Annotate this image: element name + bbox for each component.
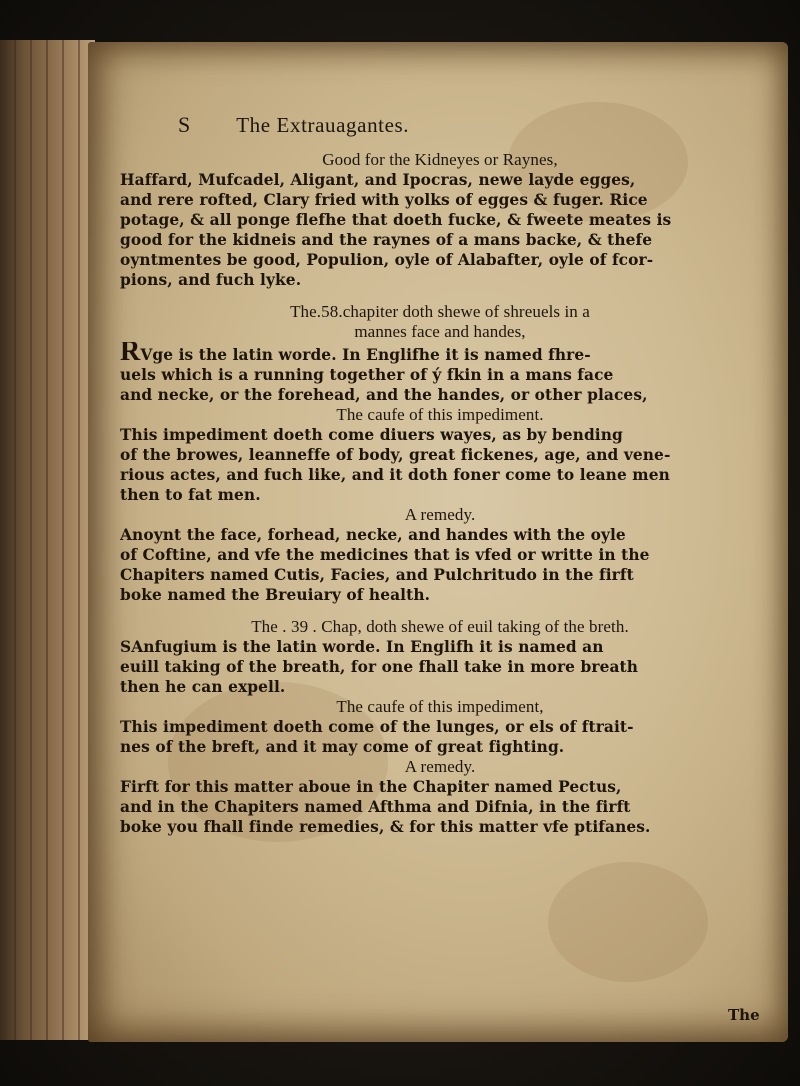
text-line: SAnfugium is the latin worde. In Englifh it is named an: [120, 638, 604, 656]
text-line: boke you fhall finde remedies, & for this matter vfe ptifanes.: [120, 818, 651, 836]
catchword: The: [728, 1006, 760, 1024]
text-line: Anoynt the face, forhead, necke, and handes with the oyle: [120, 526, 626, 544]
text-line: then he can expell.: [120, 678, 286, 696]
running-head: [178, 112, 598, 138]
text-line: A remedy.: [404, 757, 476, 776]
page-text: [120, 150, 760, 837]
text-line: RVge is the latin worde. In Englifhe it is named fhre-: [120, 342, 591, 365]
text-line: The caufe of this impediment.: [336, 405, 544, 424]
line-gap: [120, 605, 760, 617]
text-line: pions, and fuch lyke.: [120, 271, 302, 289]
text-line: and rere rofted, Clary fried with yolks of egges & fuger. Rice: [120, 191, 648, 209]
text-line: oyntmentes be good, Populion, oyle of Alabafter, oyle of fcor-: [120, 251, 654, 269]
text-line: Firft for this matter aboue in the Chapiter named Pectus,: [120, 778, 622, 796]
text-line: Haffard, Mufcadel, Aligant, and Ipocras, newe layde egges,: [120, 171, 636, 189]
text-line: boke named the Breuiary of health.: [120, 586, 431, 604]
text-line: and necke, or the forehead, and the handes, or other places,: [120, 386, 648, 404]
text-line: The.58.chapiter doth shewe of shreuels in a: [290, 302, 590, 321]
text-line: The . 39 . Chap, doth shewe of euil taking of the breth.: [251, 617, 629, 636]
text-line: euill taking of the breath, for one fhall take in more breath: [120, 658, 639, 676]
text-line: A remedy.: [404, 505, 476, 524]
running-title: The Extrauagantes.: [236, 113, 410, 137]
text-line: uels which is a running together of ý fkin in a mans face: [120, 366, 614, 384]
text-line: of Coftine, and vfe the medicines that is vfed or writte in the: [120, 546, 650, 564]
text-line: of the browes, leanneffe of body, great fickeneѕ, age, and vene-: [120, 446, 671, 464]
text-line: Good for the Kidneyes or Raynes,: [322, 150, 558, 169]
text-line: mannes face and handes,: [354, 322, 526, 341]
signature-mark: S: [178, 112, 191, 137]
text-line: potage, & all ponge flefhe that doeth fucke, & fweete meates is: [120, 211, 672, 229]
book-binding-gutter: [0, 40, 95, 1040]
text-line: and in the Chapiters named Afthma and Difnia, in the firft: [120, 798, 631, 816]
text-line: This impediment doeth come of the lunges, or els of ftrait-: [120, 718, 634, 736]
text-line: rious actes, and fuch like, and it doth foner come to leane men: [120, 466, 670, 484]
line-gap: [120, 290, 760, 302]
text-line: Chapiters named Cutis, Facies, and Pulchritudo in the firft: [120, 566, 634, 584]
text-line: This impediment doeth come diuers wayes, as by bending: [120, 426, 623, 444]
text-line: then to fat men.: [120, 486, 261, 504]
text-line: nes of the breft, and it may come of great fighting.: [120, 738, 565, 756]
text-line: good for the kidneis and the raynes of a mans backe, & thefe: [120, 231, 653, 249]
text-line: The caufe of this impediment,: [336, 697, 544, 716]
